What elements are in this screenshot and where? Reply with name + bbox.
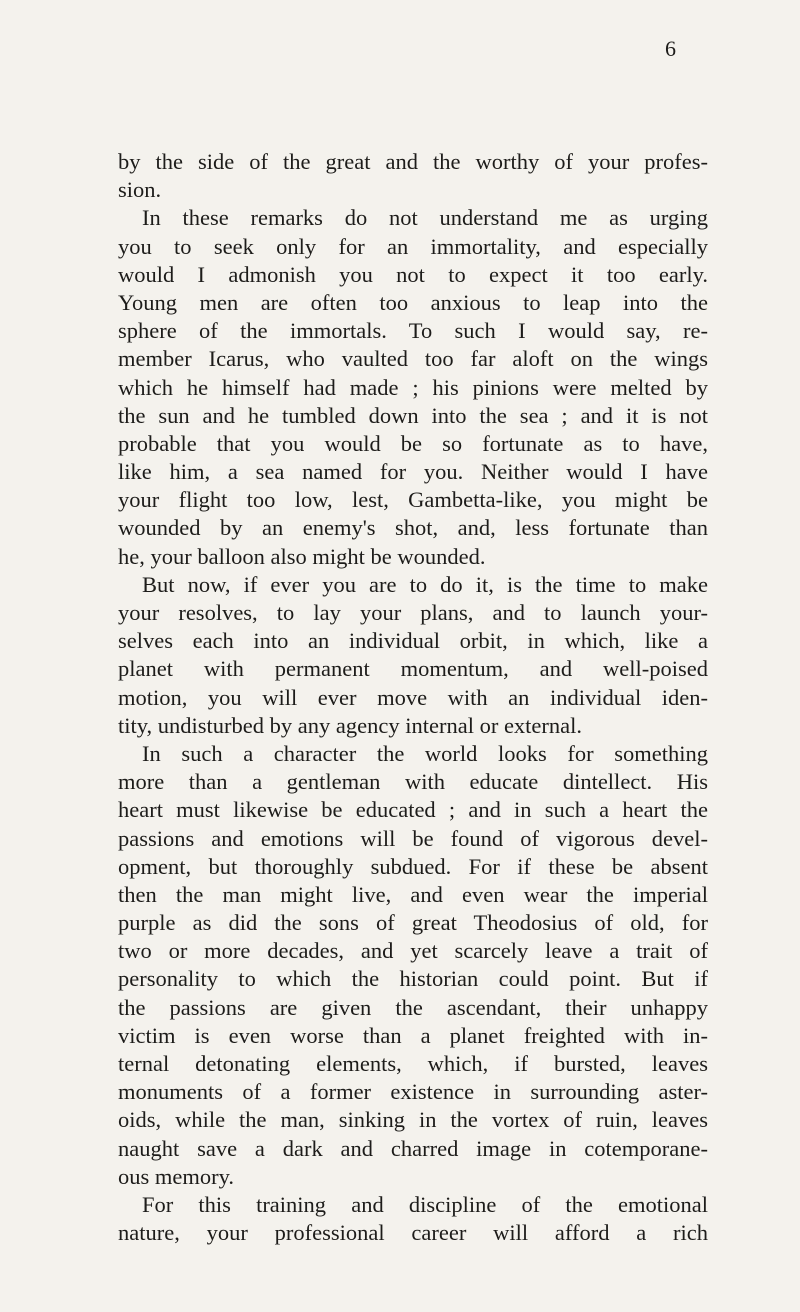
text-line: Young men are often too anxious to leap into the	[118, 289, 708, 315]
text-line: planet with permanent momentum, and well-poised	[118, 656, 708, 682]
text-line: ternal detonating elements, which, if bursted, leaves	[118, 1051, 708, 1076]
text-line: ous memory.	[118, 1163, 235, 1189]
text-line: wounded by an enemy's shot, and, less fortunate than	[118, 515, 708, 541]
text-line: For this training and discipline of the emotional	[142, 1191, 708, 1217]
text-line: oids, while the man, sinking in the vortex of ruin, leaves	[118, 1107, 708, 1133]
text-line: the passions are given the ascendant, their unhappy	[118, 994, 708, 1020]
text-line: then the man might live, and even wear the imperial	[118, 881, 708, 907]
text-line: opment, but thoroughly subdued. For if these be absent	[118, 853, 708, 879]
text-line: purple as did the sons of great Theodosius of old, for	[118, 910, 708, 936]
text-line: passions and emotions will be found of vigorous devel-	[118, 825, 708, 851]
text-line: victim is even worse than a planet freighted with in-	[118, 1022, 708, 1048]
text-line: which he himself had made ; his pinions were melted by	[118, 374, 708, 400]
text-line: sphere of the immortals. To such I would say, re-	[118, 318, 708, 344]
text-line: But now, if ever you are to do it, is the time to make	[142, 571, 708, 597]
text-line: by the side of the great and the worthy of your profes-	[118, 149, 708, 174]
page-number: 6	[665, 36, 677, 61]
text-line: personality to which the historian could point. But if	[118, 966, 708, 992]
text-line: the sun and he tumbled down into the sea ; and it is not	[118, 402, 708, 428]
text-line: your resolves, to lay your plans, and to launch your-	[118, 600, 708, 625]
text-line: you to seek only for an immortality, and especially	[118, 233, 708, 259]
text-line: two or more decades, and yet scarcely leave a trait of	[118, 938, 708, 964]
text-line: tity, undisturbed by any agency internal or external.	[118, 712, 583, 738]
text-line: motion, you will ever move with an individual iden-	[118, 684, 708, 710]
text-line: nature, your professional career will afford a rich	[118, 1220, 708, 1246]
text-line: more than a gentleman with educate dintellect. His	[118, 769, 708, 795]
text-line: naught save a dark and charred image in cotemporane-	[118, 1135, 708, 1161]
text-line: selves each into an individual orbit, in which, like a	[118, 628, 708, 654]
text-line: monuments of a former existence in surrounding aster-	[118, 1079, 708, 1105]
text-line: your flight too low, lest, Gambetta-like, you might be	[118, 487, 708, 513]
text-line: In these remarks do not understand me as urging	[142, 205, 708, 231]
text-line: he, your balloon also might be wounded.	[118, 543, 486, 569]
text-line: like him, a sea named for you. Neither would I have	[118, 459, 708, 485]
text-line: sion.	[118, 177, 162, 203]
text-line: would I admonish you not to expect it too early.	[118, 261, 708, 287]
text-line: In such a character the world looks for something	[142, 740, 708, 766]
text-line: heart must likewise be educated ; and in such a heart the	[118, 797, 708, 823]
body-text	[118, 148, 708, 1247]
text-line: probable that you would be so fortunate as to have,	[118, 430, 708, 456]
text-line: member Icarus, who vaulted too far aloft on the wings	[118, 346, 708, 372]
